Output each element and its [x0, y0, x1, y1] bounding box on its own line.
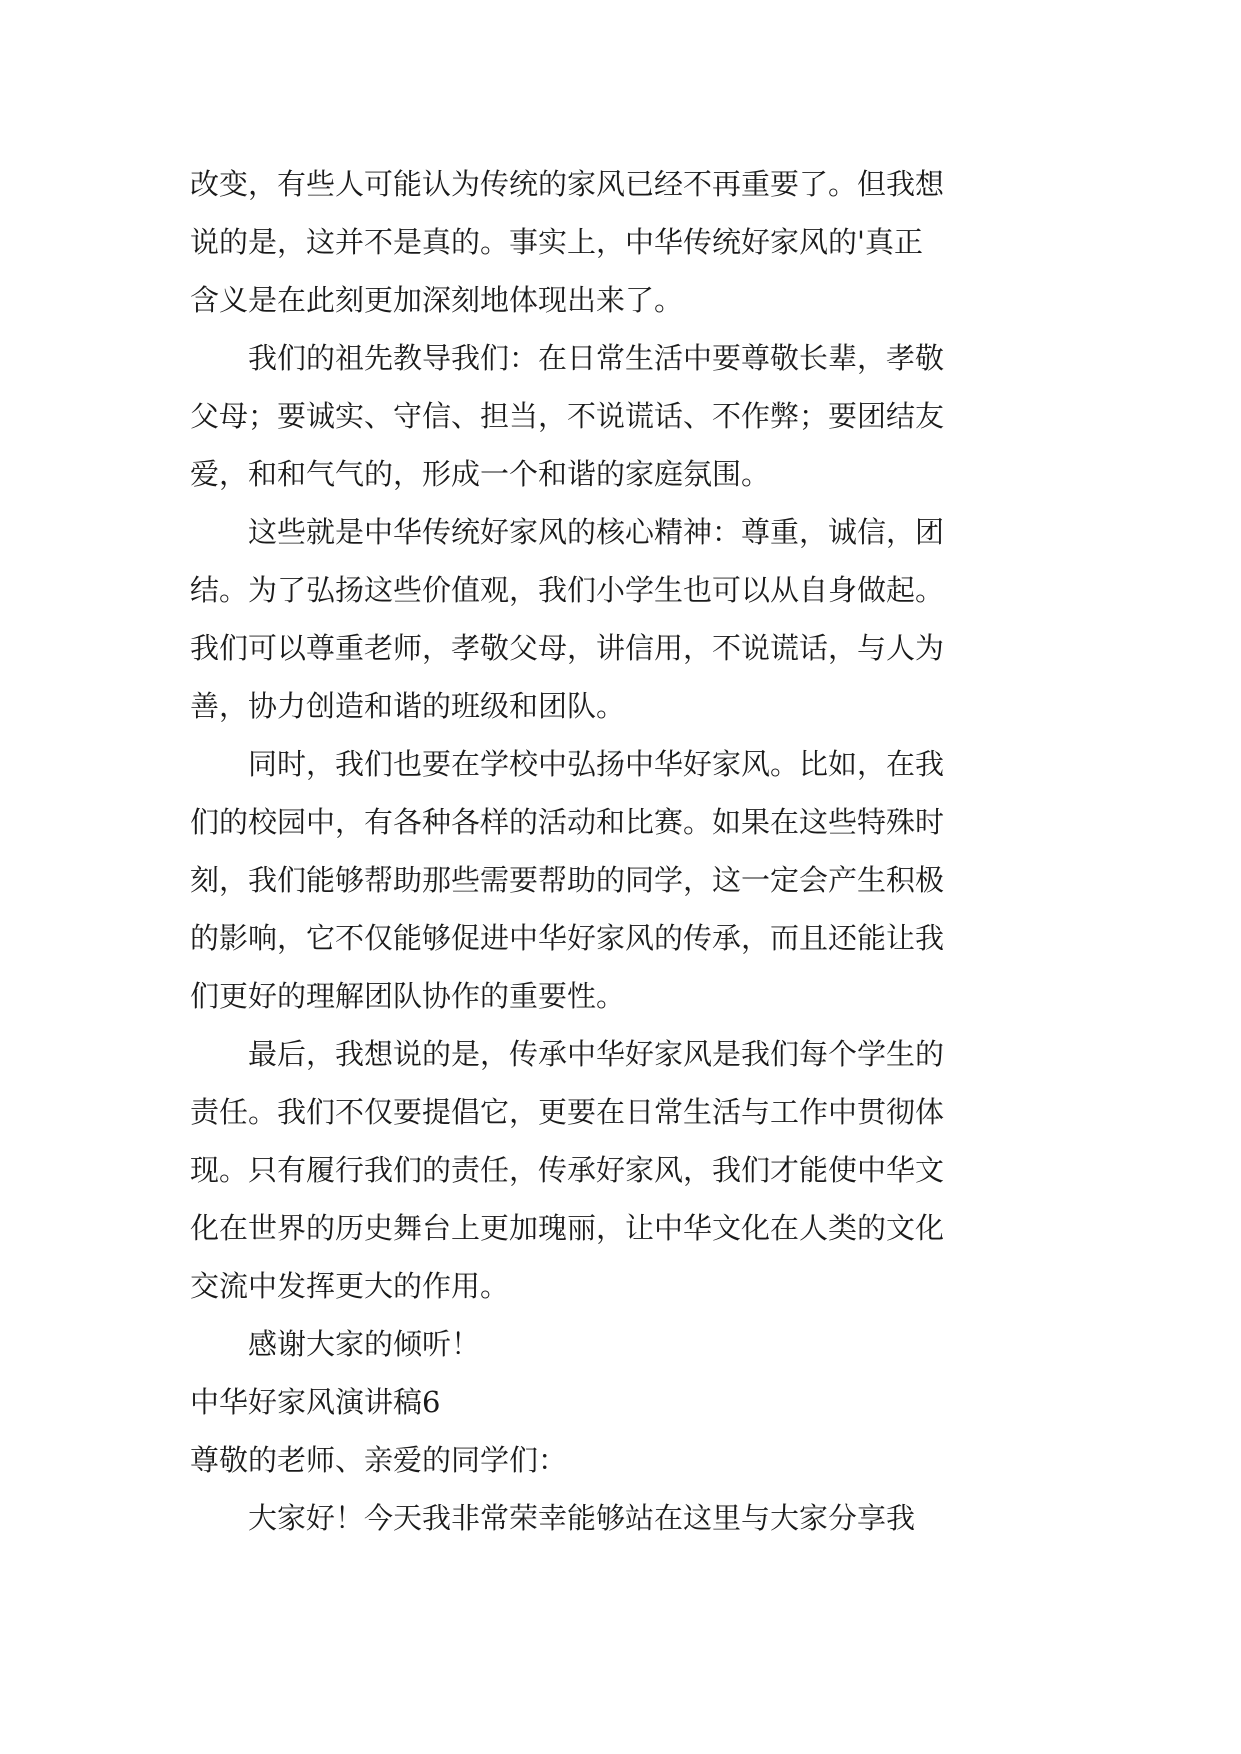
text-line: 们的校园中，有各种各样的活动和比赛。如果在这些特殊时: [190, 805, 945, 839]
text-line: 感谢大家的倾听！: [248, 1327, 481, 1361]
speech-title: 中华好家风演讲稿6: [190, 1385, 441, 1419]
text-line: 交流中发挥更大的作用。: [190, 1269, 510, 1303]
text-line: 改变，有些人可能认为传统的家风已经不再重要了。但我想: [190, 167, 945, 201]
text-line: 化在世界的历史舞台上更加瑰丽，让中华文化在人类的文化: [190, 1211, 945, 1245]
paragraph-school-practice: [190, 735, 1052, 1025]
text-line: 善，协力创造和谐的班级和团队。: [190, 689, 626, 723]
paragraph-opening: [190, 1489, 1052, 1547]
text-line: 同时，我们也要在学校中弘扬中华好家风。比如，在我: [248, 747, 945, 781]
salutation: [190, 1431, 1052, 1489]
text-line: 责任。我们不仅要提倡它，更要在日常生活与工作中贯彻体: [190, 1095, 945, 1129]
text-line: 们更好的理解团队协作的重要性。: [190, 979, 626, 1013]
paragraph-thanks: [190, 1315, 1052, 1373]
text-line: 大家好！今天我非常荣幸能够站在这里与大家分享我: [248, 1501, 916, 1535]
text-line: 结。为了弘扬这些价值观，我们小学生也可以从自身做起。: [190, 573, 945, 607]
paragraph-ancestors-teaching: [190, 329, 1052, 503]
text-line: 尊敬的老师、亲爱的同学们：: [190, 1443, 568, 1477]
text-line: 含义是在此刻更加深刻地体现出来了。: [190, 283, 684, 317]
text-line: 说的是，这并不是真的。事实上，中华传统好家风的'真正: [190, 225, 923, 259]
section-heading: [190, 1373, 1052, 1431]
text-line: 的影响，它不仅能够促进中华好家风的传承，而且还能让我: [190, 921, 945, 955]
text-line: 现。只有履行我们的责任，传承好家风，我们才能使中华文: [190, 1153, 945, 1187]
text-line: 最后，我想说的是，传承中华好家风是我们每个学生的: [248, 1037, 945, 1071]
text-line: 刻，我们能够帮助那些需要帮助的同学，这一定会产生积极: [190, 863, 945, 897]
paragraph-core-spirit: [190, 503, 1052, 735]
text-line: 这些就是中华传统好家风的核心精神：尊重，诚信，团: [248, 515, 945, 549]
text-line: 我们的祖先教导我们：在日常生活中要尊敬长辈，孝敬: [248, 341, 945, 375]
paragraph-tradition-intro: [190, 155, 1052, 329]
paragraph-conclusion: [190, 1025, 1052, 1315]
text-line: 我们可以尊重老师，孝敬父母，讲信用，不说谎话，与人为: [190, 631, 945, 665]
text-line: 爱，和和气气的，形成一个和谐的家庭氛围。: [190, 457, 771, 491]
document-body: [190, 155, 1052, 1547]
text-line: 父母；要诚实、守信、担当，不说谎话、不作弊；要团结友: [190, 399, 945, 433]
